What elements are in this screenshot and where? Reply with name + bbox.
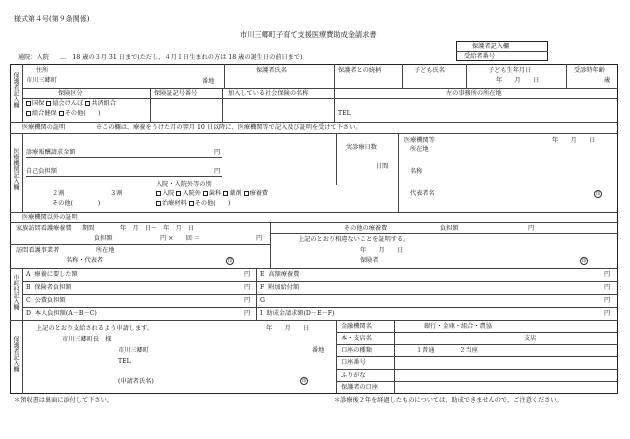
account-type-value: １普通 ２当座 [416, 347, 478, 354]
provider-address-label: 所在地 [96, 247, 115, 254]
town-b-yen: 円 [244, 284, 251, 291]
insurer-seal-icon: 印 [581, 259, 587, 264]
form-title: 市川三郷町子育て支援医療費助成金請求書 [240, 30, 377, 39]
town-a-yen: 円 [244, 271, 251, 278]
facility-date: 年 月 日 [552, 137, 596, 144]
certify-text: 上記のとおり相違ないことを証明する。 [298, 236, 410, 243]
applicant-section-label: 保護者記入欄 [12, 72, 19, 108]
town-c-yen: 円 [244, 297, 251, 304]
town-row-a: A 療養に要した額 [26, 271, 78, 278]
dental-checkbox[interactable] [203, 191, 208, 196]
inpatient-checkbox[interactable] [156, 191, 161, 196]
branch-value: 支店 [524, 335, 537, 342]
address-value: 市川三郷町 [26, 77, 57, 84]
insurer-label: 加入している社会保険の名称 [228, 90, 309, 97]
days-unit: 日間 [376, 163, 389, 170]
claim-banchi: 番地 [312, 347, 325, 354]
address-label: 住所 [36, 67, 49, 74]
other-cost-label: その他の療養費 [344, 225, 388, 232]
certify-date: 年 月 日 [360, 247, 404, 254]
self-pay-yen: 円 [214, 168, 221, 175]
other-burden-label: 負担額 [440, 225, 459, 232]
drug-checkbox[interactable] [223, 191, 228, 196]
town-row-g: G [260, 297, 265, 304]
age-label: 受診時年齢 [574, 67, 605, 74]
provider-name-label: 名称・代表者 [66, 257, 104, 264]
claim-date: 年 月 日 [266, 325, 310, 332]
ratio-2: ２割 [52, 190, 65, 197]
period-text: … 18 歳の３月 31 日まで(ただし、４月１日生まれの方は 18 歳の誕生日の前日まで) [60, 54, 303, 61]
bank-name-value: 銀行・金庫・組合・農協 [424, 323, 493, 330]
town-row-f: F 附加給付額 [260, 284, 300, 291]
therapy-checkbox[interactable] [244, 191, 249, 196]
kokuho-checkbox[interactable] [26, 101, 31, 106]
facility-address-label: 所在地 [410, 146, 429, 153]
nursing-period-label: 期間 [82, 225, 95, 232]
banchi-label: 番地 [202, 78, 215, 85]
category-other-checkbox[interactable] [189, 201, 194, 206]
claim-address: 市川三郷町 [118, 347, 149, 354]
tel-label: TEL [338, 110, 351, 117]
days-label: 実診療日数 [346, 144, 377, 151]
claim-seal-icon: 印 [301, 379, 307, 384]
nursing-burden-value: 円 × 回 ＝ [160, 235, 201, 242]
town-row-d: D 本人負担額(A－B－C) [26, 310, 97, 317]
claim-signer-label: (申請者氏名) [118, 378, 154, 385]
cert-no-label: 保険証記号番号 [154, 90, 198, 97]
child-name-label: 子ども氏名 [414, 67, 445, 74]
kyokai-checkbox[interactable] [46, 101, 51, 106]
town-row-e: E 高額療養費 [260, 271, 300, 278]
town-section-label: 市町村記入欄 [12, 274, 19, 310]
ratio-3: ３割 [110, 190, 123, 197]
other-burden-yen: 円 [528, 225, 535, 232]
period-label: 通院：入院 [18, 54, 49, 61]
category-row-2: 治療材料 その他( ) [156, 201, 230, 207]
furigana-label: ふりがな [341, 372, 366, 379]
age-unit: 歳 [604, 77, 611, 84]
facility-label: 医療機関等 [404, 137, 435, 144]
town-row-c: C 公費負担額 [26, 297, 66, 304]
bank-name-label: 金融機関名 [341, 323, 372, 330]
child-dob-label: 子ども生年月日 [488, 67, 532, 74]
other-checkbox[interactable] [59, 111, 64, 116]
town-i-yen: 円 [604, 310, 611, 317]
medical-proof-label: 医療機関の証明 [22, 124, 66, 131]
medical-proof-note: ※この欄は、療養をうけた月の翌月 10 日以降に、医療機関等で記入及び証明を受けて下さい。 [96, 124, 362, 131]
facility-name-label: 名称 [410, 168, 423, 175]
insurance-type-label: 保険区分 [58, 90, 83, 97]
claim-addressee: 市川三郷町長 様 [62, 336, 112, 343]
guardian-account-label: 保護者の口座 [341, 384, 379, 391]
claim-amount-label: 診療報酬請求金額 [26, 149, 76, 156]
kumiai-checkbox[interactable] [26, 111, 31, 116]
material-checkbox[interactable] [156, 201, 161, 206]
branch-label: 本・支店名 [341, 335, 372, 342]
relation-label: 保護者との続柄 [338, 67, 382, 74]
nursing-period-value: 年 月 日～ 年 月 日 [120, 225, 195, 232]
town-row-i: I 助成金請求額(D－E－F) [260, 310, 335, 317]
nursing-label: 家族訪問看護療養費 [16, 225, 72, 232]
account-no-label: 口座番号 [341, 359, 366, 366]
dob-units: 年 月 日 [496, 77, 540, 84]
ratio-other: その他( ) [52, 200, 101, 207]
facility-seal-icon: 印 [595, 192, 601, 197]
town-d-yen: 円 [244, 310, 251, 317]
claim-statement: 上記のとおり支給されるよう申請します。 [36, 325, 154, 332]
outpatient-checkbox[interactable] [176, 191, 181, 196]
footer-note-left: ＊領収書は裏面に添付して下さい。 [14, 397, 113, 404]
insurance-row-2: 組合健保 その他( ) [26, 111, 100, 117]
insurer-label: 保険者 [360, 257, 379, 264]
provider-seal-icon: 印 [227, 259, 233, 264]
self-pay-label: 自己負担額 [26, 168, 57, 175]
insurance-row-1: 国保 協会けんぽ 共済組合 [26, 101, 116, 107]
claim-yen: 円 [214, 149, 221, 156]
town-g-yen: 円 [604, 297, 611, 304]
account-type-label: 口座の種類 [341, 347, 372, 354]
provider-label: 訪問看護事業者 [16, 247, 60, 254]
footer-note-right: ＊診療後２年を経過したものについては、助成できませんので、ご注意ください。 [334, 397, 563, 404]
recipient-no-label: 受給者番号 [464, 53, 495, 60]
town-f-yen: 円 [604, 284, 611, 291]
kyosai-checkbox[interactable] [85, 101, 90, 106]
category-row-1: 入院 入院外 歯科 薬剤 療養費 [156, 191, 268, 197]
town-row-b: B 保険者負担額 [26, 284, 72, 291]
claim-tel: TEL [118, 358, 131, 365]
facility-rep-label: 代表者名 [410, 190, 435, 197]
guardian-header: 保護者記入欄 [472, 43, 510, 50]
category-label: 入院・入院外等の別 [156, 181, 212, 188]
office-location-label: 左の事務所の所在地 [446, 90, 502, 97]
guardian-name-label: 保護者氏名 [256, 67, 287, 74]
claim-section-label: 保護者記入欄 [12, 336, 19, 372]
nursing-burden-yen: 円 [256, 235, 263, 242]
nursing-burden-label: 負担額 [94, 235, 113, 242]
form-number: 様式第４号(第９条関係) [14, 15, 90, 23]
town-e-yen: 円 [604, 271, 611, 278]
non-medical-label: 医療機関以外の証明 [22, 214, 78, 221]
medical-section-label: 医療機関記入欄 [12, 148, 19, 190]
